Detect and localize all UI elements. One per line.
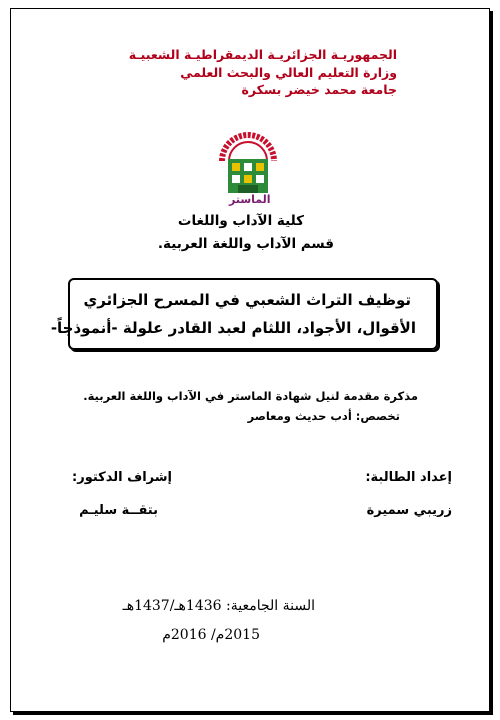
specialty: تخصص: أدب حديث ومعاصر (247, 409, 400, 423)
department-name: قسم الآداب واللغة العربية. (157, 236, 334, 252)
title-box (68, 278, 438, 350)
student-label: إعداد الطالبة: (365, 470, 452, 485)
thesis-title-line1: توظيف التراث الشعبي في المسرح الجزائري (83, 291, 411, 309)
faculty-name: كلية الآداب واللغات (177, 213, 304, 229)
university-header: جامعة محمد خيضر بسكرة (241, 82, 397, 97)
student-name: زريبي سميرة (366, 503, 452, 518)
academic-year-hijri: السنة الجامعية: 1436هـ/1437هـ (122, 598, 315, 614)
logo-caption: الماستر (229, 193, 271, 206)
thesis-title-line2: الأقوال، الأجواد، اللثام لعبد القادر علولة -أنموذجاً- (50, 319, 416, 337)
supervisor-name: بتقــة سليـم (79, 503, 158, 518)
academic-year-gregorian: 2015م/ 2016م (162, 627, 260, 643)
memo-statement: مذكرة مقدمة لنيل شهادة الماستر في الآداب واللغة العربية. (83, 389, 418, 403)
ministry-header: وزارة التعليم العالي والبحث العلمي (180, 65, 397, 80)
republic-header: الجمهوريـة الجزائريـة الديمقراطيـة الشعبيـة (128, 47, 397, 62)
supervisor-label: إشراف الدكتور: (72, 470, 172, 485)
